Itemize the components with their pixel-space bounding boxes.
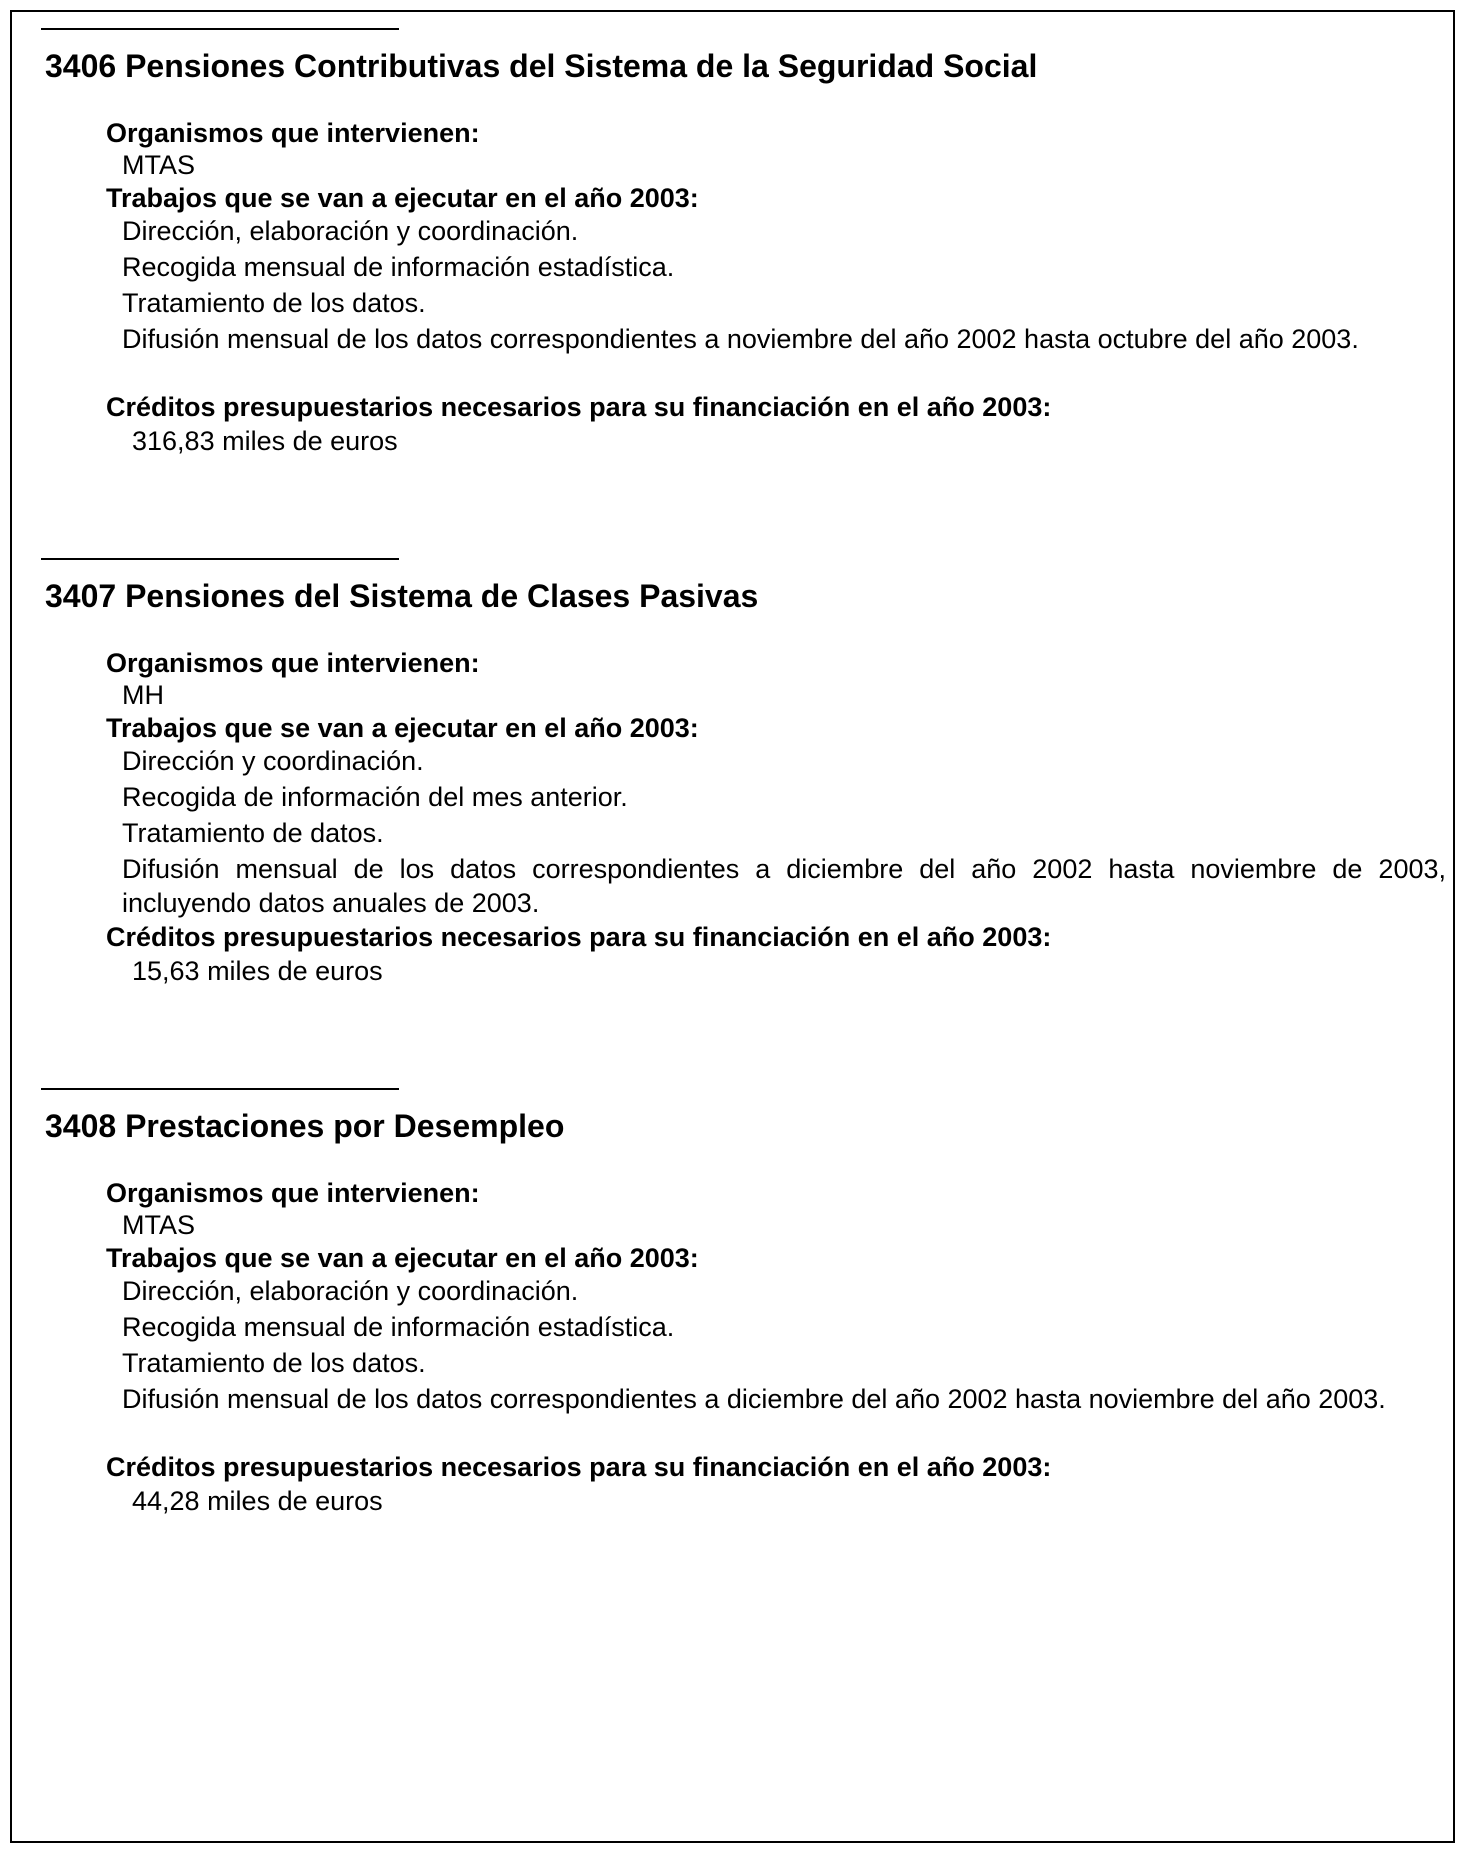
creditos-heading: Créditos presupuestarios necesarios para su financiación en el año 2003: xyxy=(106,1452,1052,1482)
trabajo-item: Recogida mensual de información estadística. xyxy=(122,252,675,282)
organismos-value: MTAS xyxy=(122,1210,195,1240)
section-title: 3407 Pensiones del Sistema de Clases Pasivas xyxy=(45,578,759,614)
trabajo-item: Dirección, elaboración y coordinación. xyxy=(122,216,579,246)
organismos-heading: Organismos que intervienen: xyxy=(106,648,480,678)
trabajo-item: Difusión mensual de los datos correspondientes a diciembre del año 2002 hasta noviembre de 2003, incluyendo datos anuales de 2003. xyxy=(122,854,1446,918)
organismos-heading: Organismos que intervienen: xyxy=(106,1178,480,1208)
trabajos-heading: Trabajos que se van a ejecutar en el año 2003: xyxy=(106,713,699,743)
trabajos-heading: Trabajos que se van a ejecutar en el año 2003: xyxy=(106,183,699,213)
creditos-value: 44,28 miles de euros xyxy=(132,1486,383,1516)
creditos-heading: Créditos presupuestarios necesarios para su financiación en el año 2003: xyxy=(106,922,1052,952)
section-title: 3408 Prestaciones por Desempleo xyxy=(45,1108,565,1144)
section-title: 3406 Pensiones Contributivas del Sistema de la Seguridad Social xyxy=(45,48,1038,84)
organismos-heading: Organismos que intervienen: xyxy=(106,118,480,148)
trabajo-item: Dirección y coordinación. xyxy=(122,746,424,776)
section-divider xyxy=(41,1088,399,1090)
trabajo-item: Recogida mensual de información estadística. xyxy=(122,1312,675,1342)
organismos-value: MH xyxy=(122,680,164,710)
section-divider xyxy=(41,28,399,30)
trabajo-item: Tratamiento de datos. xyxy=(122,818,384,848)
trabajo-item: Dirección, elaboración y coordinación. xyxy=(122,1276,579,1306)
creditos-value: 316,83 miles de euros xyxy=(132,426,398,456)
trabajo-item: Recogida de información del mes anterior. xyxy=(122,782,628,812)
section-divider xyxy=(41,558,399,560)
creditos-heading: Créditos presupuestarios necesarios para su financiación en el año 2003: xyxy=(106,392,1052,422)
trabajo-item: Tratamiento de los datos. xyxy=(122,288,426,318)
trabajo-item: Difusión mensual de los datos correspondientes a diciembre del año 2002 hasta noviembre del año 2003. xyxy=(122,1384,1386,1414)
page-frame xyxy=(10,10,1455,1843)
organismos-value: MTAS xyxy=(122,150,195,180)
trabajo-item: Difusión mensual de los datos correspondientes a noviembre del año 2002 hasta octubre del año 2003. xyxy=(122,324,1359,354)
trabajos-heading: Trabajos que se van a ejecutar en el año 2003: xyxy=(106,1243,699,1273)
creditos-value: 15,63 miles de euros xyxy=(132,956,383,986)
trabajo-item: Tratamiento de los datos. xyxy=(122,1348,426,1378)
